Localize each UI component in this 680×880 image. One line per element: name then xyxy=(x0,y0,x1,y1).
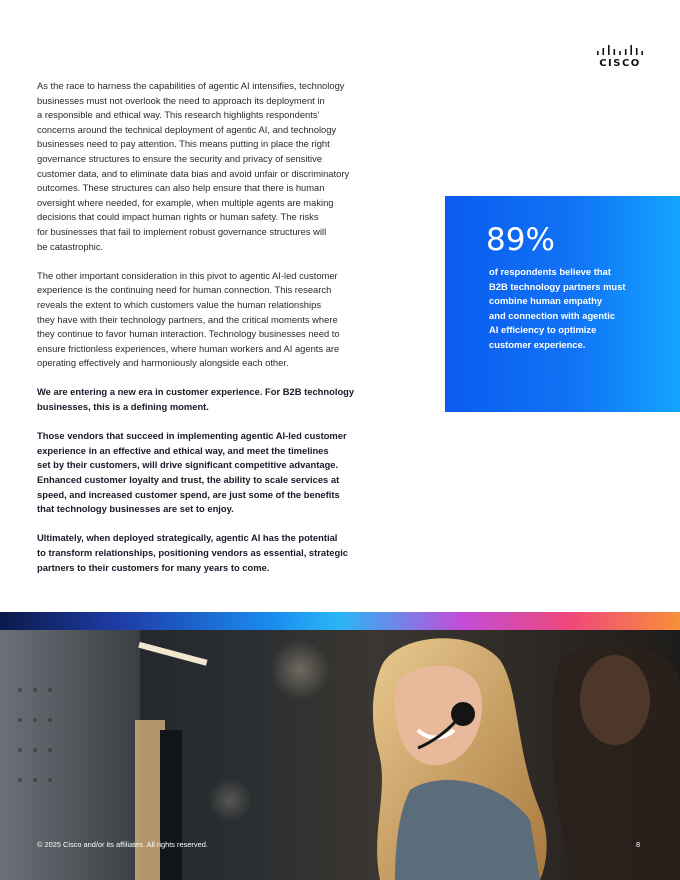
text-line: customer data, and to eliminate data bias and avoid unfair or discriminatory xyxy=(37,167,350,179)
text-line: speed, and increased customer spend, are just some of the benefits xyxy=(37,488,340,500)
stat-caption-line: of respondents believe that xyxy=(489,266,611,277)
text-line: experience in an effective and ethical way, and meet the timelines xyxy=(37,444,329,456)
text-line: oversight where needed, for example, when multiple agents are making xyxy=(37,196,334,208)
page-number: 8 xyxy=(636,840,641,849)
stat-caption xyxy=(489,265,669,353)
text-line: they continue to favor human interaction. Technology businesses need to xyxy=(37,328,340,340)
text-line: partners to their customers for many years to come. xyxy=(37,561,270,573)
text-line: businesses, this is a defining moment. xyxy=(37,401,209,413)
text-line: to transform relationships, positioning vendors as essential, strategic xyxy=(37,547,349,558)
text-line: ensure frictionless experiences, where human workers and AI agents are xyxy=(37,342,340,354)
stat-caption-line: B2B technology partners must xyxy=(489,280,626,292)
paragraph-governance xyxy=(37,79,397,254)
paragraph-new-era xyxy=(37,385,397,414)
paragraph-human-connection xyxy=(37,269,397,371)
text-line: As the race to harness the capabilities of agentic AI intensifies, technology xyxy=(37,80,345,91)
text-line: businesses need to pay attention. This means putting in place the right xyxy=(37,138,330,150)
text-line: they have with their technology partners, and the critical moments where xyxy=(37,313,338,325)
text-line: Enhanced customer loyalty and trust, the ability to scale services at xyxy=(37,474,340,486)
text-line: set by their customers, will drive significant competitive advantage. xyxy=(37,459,339,471)
text-line: Those vendors that succeed in implementing agentic AI-led customer xyxy=(37,430,347,442)
text-line: concerns around the technical deployment of agentic AI, and technology xyxy=(37,123,337,135)
text-line: We are entering a new era in customer experience. For B2B technology xyxy=(37,386,355,398)
text-line: that technology businesses are set to enjoy. xyxy=(37,503,234,515)
body-text xyxy=(37,79,397,590)
stat-caption-line: and connection with agentic xyxy=(489,309,616,321)
text-line: decisions that could impact human rights or human safety. The risks xyxy=(37,211,319,223)
text-line: experience is the continuing need for human connection. This research xyxy=(37,284,332,296)
paragraph-ultimately xyxy=(37,531,397,575)
text-line: reveals the extent to which customers value the human relationships xyxy=(37,298,322,310)
stat-callout xyxy=(445,196,680,412)
text-line: businesses must not overlook the need to approach its deployment in xyxy=(37,94,325,106)
text-line: Ultimately, when deployed strategically, agentic AI has the potential xyxy=(37,532,338,544)
text-line: for businesses that fail to implement robust governance structures will xyxy=(37,225,327,237)
stat-value: 89% xyxy=(486,222,555,258)
gradient-divider xyxy=(0,612,680,630)
text-line: a responsible and ethical way. This research highlights respondents’ xyxy=(37,109,320,121)
stat-caption-line: customer experience. xyxy=(489,338,586,350)
stat-caption-line: combine human empathy xyxy=(489,295,603,307)
cisco-logo xyxy=(595,44,645,70)
footer-copyright: © 2025 Cisco and/or its affiliates. All rights reserved. xyxy=(37,840,208,849)
text-line: operating effectively and harmoniously alongside each other. xyxy=(37,357,289,369)
cisco-bars-icon xyxy=(595,44,645,58)
text-line: The other important consideration in this pivot to agentic AI-led customer xyxy=(37,269,338,281)
paragraph-vendors xyxy=(37,429,397,517)
logo-wordmark: CISCO xyxy=(599,58,641,69)
text-line: governance structures to ensure the security and privacy of sensitive xyxy=(37,152,323,164)
text-line: be catastrophic. xyxy=(37,240,104,252)
text-line: outcomes. These structures can also help ensure that there is human xyxy=(37,182,325,194)
stat-caption-line: AI efficiency to optimize xyxy=(489,324,597,336)
